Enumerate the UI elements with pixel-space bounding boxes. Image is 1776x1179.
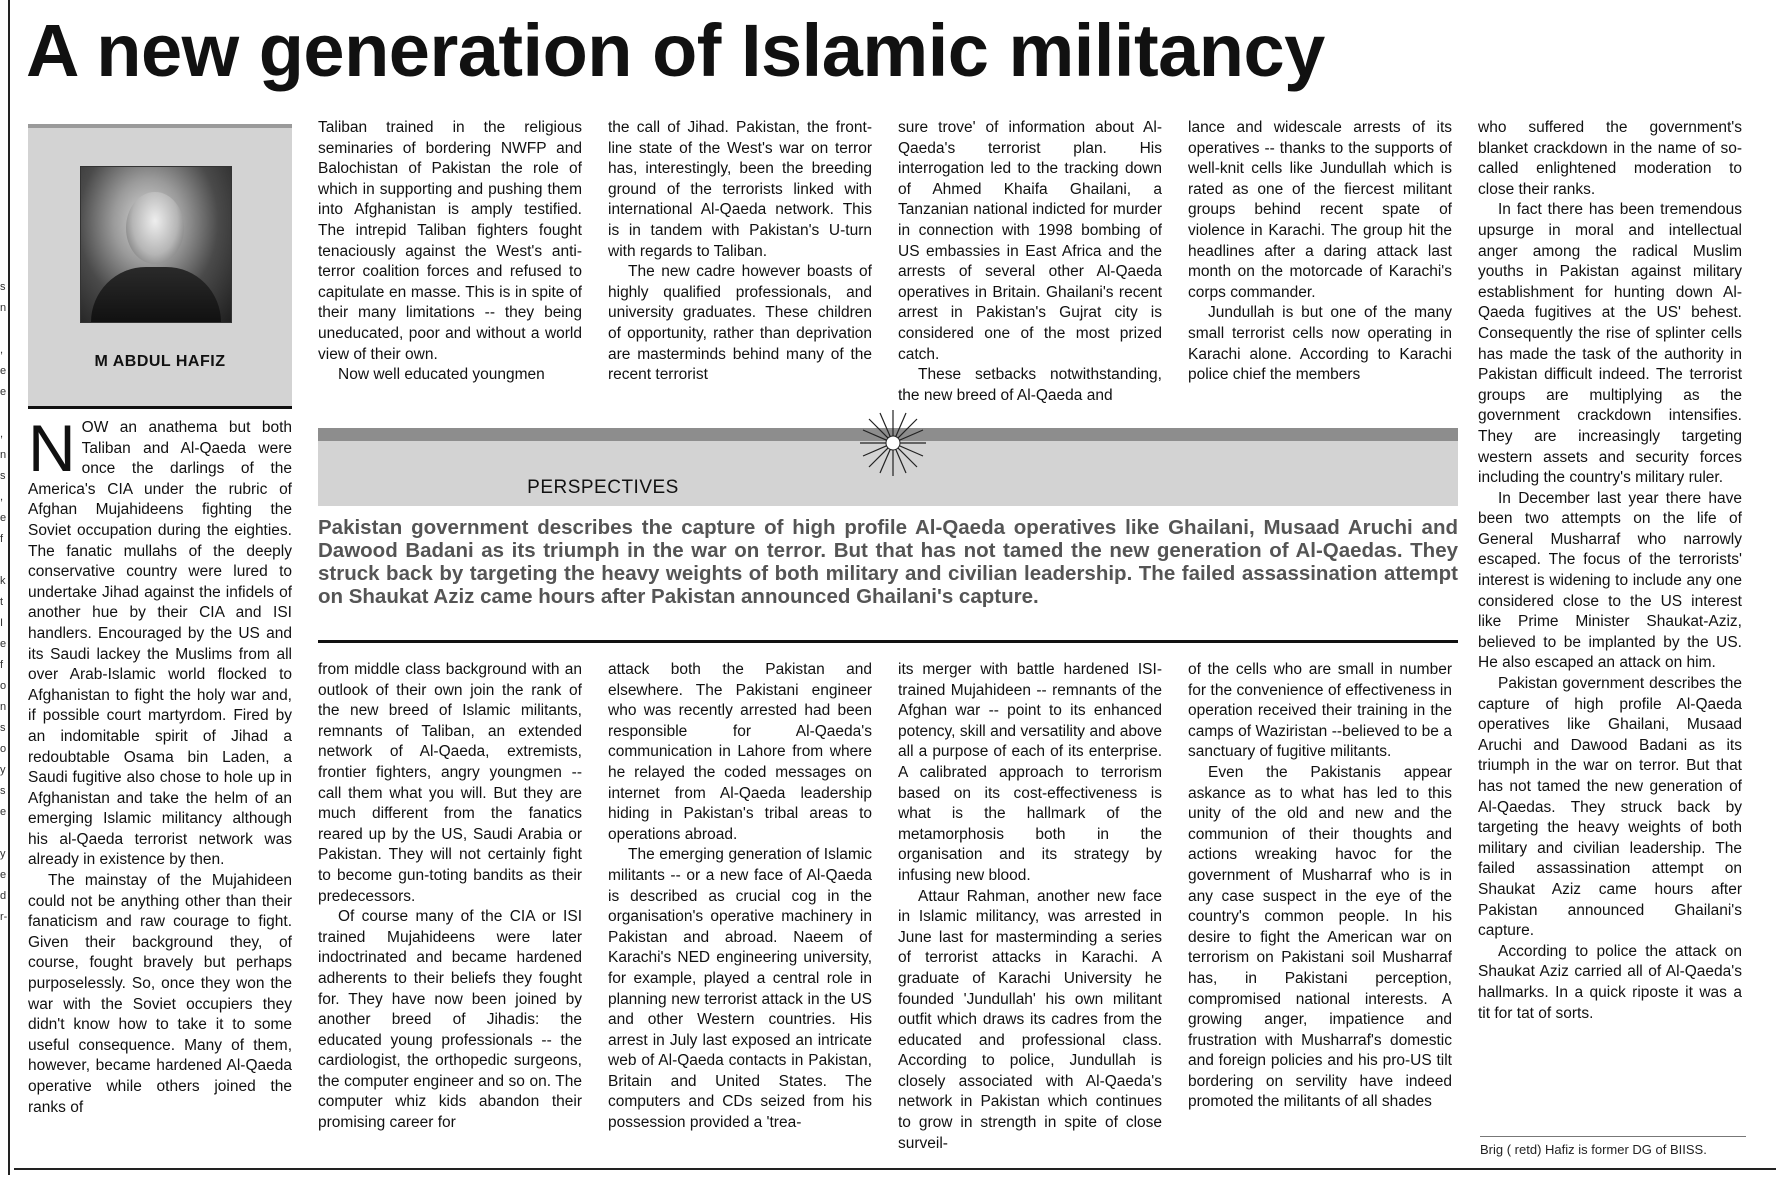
paragraph: who suffered the government's blanket crackdown in the name of so-called enlightened moderation to close their ranks. [1478, 119, 1742, 198]
paragraph: In December last year there have been two attempts on the life of General Musharraf who narrowly escaped. The focus of the terrorists' interest is widening to include any one considered close to the US interest like Prime Minister Shaukat-Aziz, believed to be implanted by the US. He also escaped an attack on him. [1478, 489, 1742, 672]
gutter-letter: e [0, 386, 7, 398]
paragraph: These setbacks notwithstanding, the new breed of Al-Qaeda and [898, 366, 1162, 404]
gutter-letter: n [0, 302, 7, 314]
column-5-lower [1188, 660, 1452, 1170]
gutter-letter: e [0, 869, 7, 881]
column-4-lower [898, 660, 1162, 1170]
paragraph: the call of Jihad. Pakistan, the front-line state of the West's war on terror has, interestingly, been the breeding ground of the terrorists linked with international Al-Qaeda network. This is in tandem with Pakistan's U-turn with regards to Taliban. [608, 119, 872, 260]
gutter-letter [0, 553, 8, 574]
gutter-letter: e [0, 806, 7, 818]
paragraph: of the cells who are small in number for the convenience of effectiveness in operation received their training in the camps of Waziristan --believed to be a sanctuary of fugitive militants. [1188, 661, 1452, 761]
column-2-lower [318, 660, 582, 1170]
paragraph: According to police the attack on Shaukat Aziz carried all of Al-Qaeda's hallmarks. In a quick riposte it was a tit for tat of sorts. [1478, 942, 1742, 1022]
gutter-letter [0, 826, 8, 847]
paragraph: sure trove' of information about Al-Qaeda's terrorist plan. His interrogation led to the tracking down of Ahmed Khaifa Ghailani, a Tanzanian national indicted for murder in connection with 1998 bombing of US embassies in East Africa and the arrests of several other Al-Qaeda operatives in Britain. Ghailani's recent arrest in Pakistan's Gujrat city is considered one of the most prized catch. [898, 119, 1162, 363]
gutter-letter: k [0, 575, 6, 587]
gutter-letter: , [0, 491, 4, 503]
pull-quote: Pakistan government describes the capture of high profile Al-Qaeda operatives like Ghailani, Musaad Aruchi and Dawood Badani as its triumph in the war on terror. But that has not tamed the new generation of Al-Qaedas. They struck back by targeting the heavy weights of both military and civilian leadership. The failed assassination attempt on Shaukat Aziz came hours after Pakistan announced Ghailani's capture. [318, 516, 1458, 608]
paragraph: Now well educated youngmen [338, 366, 545, 384]
gutter-letter: f [0, 659, 4, 671]
paragraph: attack both the Pakistan and elsewhere. The Pakistani engineer who was recently arrested had been responsible for Al-Qaeda's communication in Lahore from where he relayed the coded messages on internet from Al-Qaeda leadership hiding in Pakistan's tribal areas to operations abroad. [608, 661, 872, 843]
gutter-letter: f [0, 533, 4, 545]
gutter-letter: e [0, 638, 7, 650]
gutter-letter: s [0, 785, 6, 797]
paragraph: from middle class background with an outlook of their own join the rank of the new breed of Islamic militants, remnants of Taliban, an extended network of Al-Qaeda, extremists, frontier fighters, angry youngmen -- call them what you will. But they are much different from the fanatics reared up by the US, Saudi Arabia or Pakistan. They will not certainly fight to become gun-toting bandits as their predecessors. [318, 661, 582, 905]
column-3-lower [608, 660, 872, 1170]
column-3-upper [608, 118, 872, 408]
gutter-letter: o [0, 680, 7, 692]
paragraph: NOW an anathema but both Taliban and Al-Qaeda were once the darlings of the America's CIA under the rubric of Afghan Mujahideens fighting the Soviet occupation during the eighties. The fanatic mullahs of the deeply conservative country were lured to undertake Jihad against the infidels of another hue by their CIA and ISI handlers. Encouraged by the US and its Saudi lackey the Muslims from all over Arab-Islamic world flocked to Afghanistan to fight the holy war and, if possible court martyrdom. Fired by an indomitable spirit of Jihad a redoubtable Osama bin Laden, a Saudi fugitive also chose to hole up in Afghanistan and take the helm of an emerging Islamic militancy although his al-Qaeda terrorist network was already in existence by then. [28, 418, 292, 869]
gutter-letter [0, 406, 8, 427]
column-6 [1478, 118, 1742, 1130]
page-left-rule [8, 0, 10, 1175]
author-box [28, 124, 292, 409]
author-photo-body [91, 267, 221, 322]
gutter-letter: o [0, 743, 7, 755]
gutter-letter: s [0, 281, 6, 293]
gutter-letter: y [0, 764, 6, 776]
author-photo-face [126, 192, 184, 264]
paragraph: Even the Pakistanis appear askance as to what has led to this unity of the old and new and the communion of their thoughts and actions wreaking havoc for the government of Musharraf who is in any case suspect in the eye of the country's common people. In his desire to fight the American war on terrorism on Pakistani soil Musharraf has, in Pakistani perception, compromised national interests. A growing anger, impatience and frustration with Musharraf's domestic and foreign policies and his pro-US tilt bordering on servility have indeed promoted the militants of all shades [1188, 763, 1452, 1111]
paragraph: Taliban trained in the religious seminaries of bordering NWFP and Balochistan of Pakistan the role of which in supporting and pushing them into Afghanistan is amply testified. The intrepid Taliban fighters fought tenaciously against the West's anti-terror coalition forces and refused to capitulate en masse. This is in spite of their many limitations -- they being uneducated, poor and without a world view of their own. [318, 119, 582, 363]
gutter-letter: I [0, 617, 4, 629]
paragraph: In fact there has been tremendous upsurge in moral and intellectual anger among the radical Muslim youths in Pakistan against military establishment for hunting down Al-Qaeda fugitives at the US' behest. Consequently the rise of splinter cells has made the task of the authority in Pakistan difficult indeed. The terrorist groups are multiplying as the government crackdown intensifies. They are increasingly targeting western assets and security forces including the country's military ruler. [1478, 201, 1742, 487]
column-2-upper [318, 118, 582, 408]
author-photo [80, 166, 232, 323]
gutter-letter: , [0, 428, 4, 440]
paragraph: Attaur Rahman, another new face in Islamic militancy, was arrested in June last for masterminding a series of terrorist attacks in Karachi. A graduate of Karachi University he founded 'Jundullah' his own militant outfit which draws its cadres from the educated and professional class. According to police, Jundullah is closely associated with Al-Qaeda's network in Pakistan which continues to grow in strength in spite of close surveil- [898, 887, 1162, 1152]
gutter-letter: t [0, 596, 4, 608]
column-5-upper [1188, 118, 1452, 408]
column-1-lower [28, 418, 292, 1170]
gutter-letter [0, 322, 8, 343]
perspectives-label: PERSPECTIVES [527, 477, 679, 498]
author-note: Brig ( retd) Hafiz is former DG of BIISS. [1480, 1142, 1707, 1157]
gutter-letter: d [0, 890, 7, 902]
perspectives-band [318, 428, 1458, 506]
adjacent-column-fragment [0, 280, 8, 931]
gutter-letter: e [0, 365, 7, 377]
paragraph: its merger with battle hardened ISI-trained Mujahideen -- remnants of the Afghan war -- point to its enhanced potency, skill and versatility and above all a purpose of each of its enterprise. A calibrated approach to terrorism based on its cost-effectiveness is what is the hallmark of the metamorphosis both in the organisation and its strategy by infusing new blood. [898, 661, 1162, 884]
gutter-letter: r- [0, 911, 8, 923]
starburst-icon [858, 408, 928, 478]
gutter-letter: s [0, 470, 6, 482]
headline: A new generation of Islamic militancy [26, 9, 1325, 92]
gutter-letter: , [0, 344, 4, 356]
footer-rule [1480, 1136, 1746, 1137]
gutter-letter: e [0, 512, 7, 524]
paragraph: The mainstay of the Mujahideen could not be anything other than their fanaticism and raw courage to fight. Given their background they, of course, fought bravely but perhaps purposelessly. So, once they won the war with the Soviet occupiers they didn't know how to take it to some useful consequence. Many of them, however, became hardened Al-Qaeda operative while others joined the ranks of [28, 872, 292, 1116]
gutter-letter: n [0, 701, 7, 713]
gutter-letter: y [0, 848, 6, 860]
drop-cap: N [28, 418, 76, 485]
column-4-upper [898, 118, 1162, 408]
gutter-letter: n [0, 449, 7, 461]
paragraph: The emerging generation of Islamic militants -- or a new face of Al-Qaeda is described as crucial cog in the organisation's operative machinery in Pakistan and abroad. Naeem of Karachi's NED engineering university, for example, played a central role in planning new terrorist attack in the US and other Western countries. His arrest in July last exposed an intricate web of Al-Qaeda contacts in Pakistan, Britain and United States. The computers and CDs seized from his possession provided a 'trea- [608, 846, 872, 1132]
pull-quote-rule [318, 640, 1458, 643]
author-byline: M ABDUL HAFIZ [94, 353, 226, 370]
paragraph: lance and widescale arrests of its operatives -- thanks to the supports of well-knit cells like Jundullah which is rated as one of the fiercest militant groups behind recent spate of violence in Karachi. The group hit the headlines after a daring attack last month on the motorcade of Karachi's corps commander. [1188, 119, 1452, 301]
paragraph: Pakistan government describes the capture of high profile Al-Qaeda operatives like Ghailani, Musaad Aruchi and Dawood Badani as its triumph in the war on terror. But that has not tamed the new generation of Al-Qaedas. They struck back by targeting the heavy weights of both military and civilian leadership. The failed assassination attempt on Shaukat Aziz came hours after Pakistan announced Ghailani's capture. [1478, 675, 1742, 940]
gutter-letter: s [0, 722, 6, 734]
paragraph: Jundullah is but one of the many small terrorist cells now operating in Karachi alone. According to Karachi police chief the members [1188, 304, 1452, 384]
paragraph: The new cadre however boasts of highly qualified professionals, and university graduates. These children of opportunity, rather than deprivation are masterminds behind many of the recent terrorist [608, 263, 872, 384]
paragraph: Of course many of the CIA or ISI trained Mujahideens were later indoctrinated and became hardened adherents to their beliefs they fought for. They have now been joined by another breed of Jihadis: the educated young professionals -- the cardiologist, the orthopedic surgeons, the computer engineer and so on. The computer whiz kids abandon their promising career for [318, 908, 582, 1132]
